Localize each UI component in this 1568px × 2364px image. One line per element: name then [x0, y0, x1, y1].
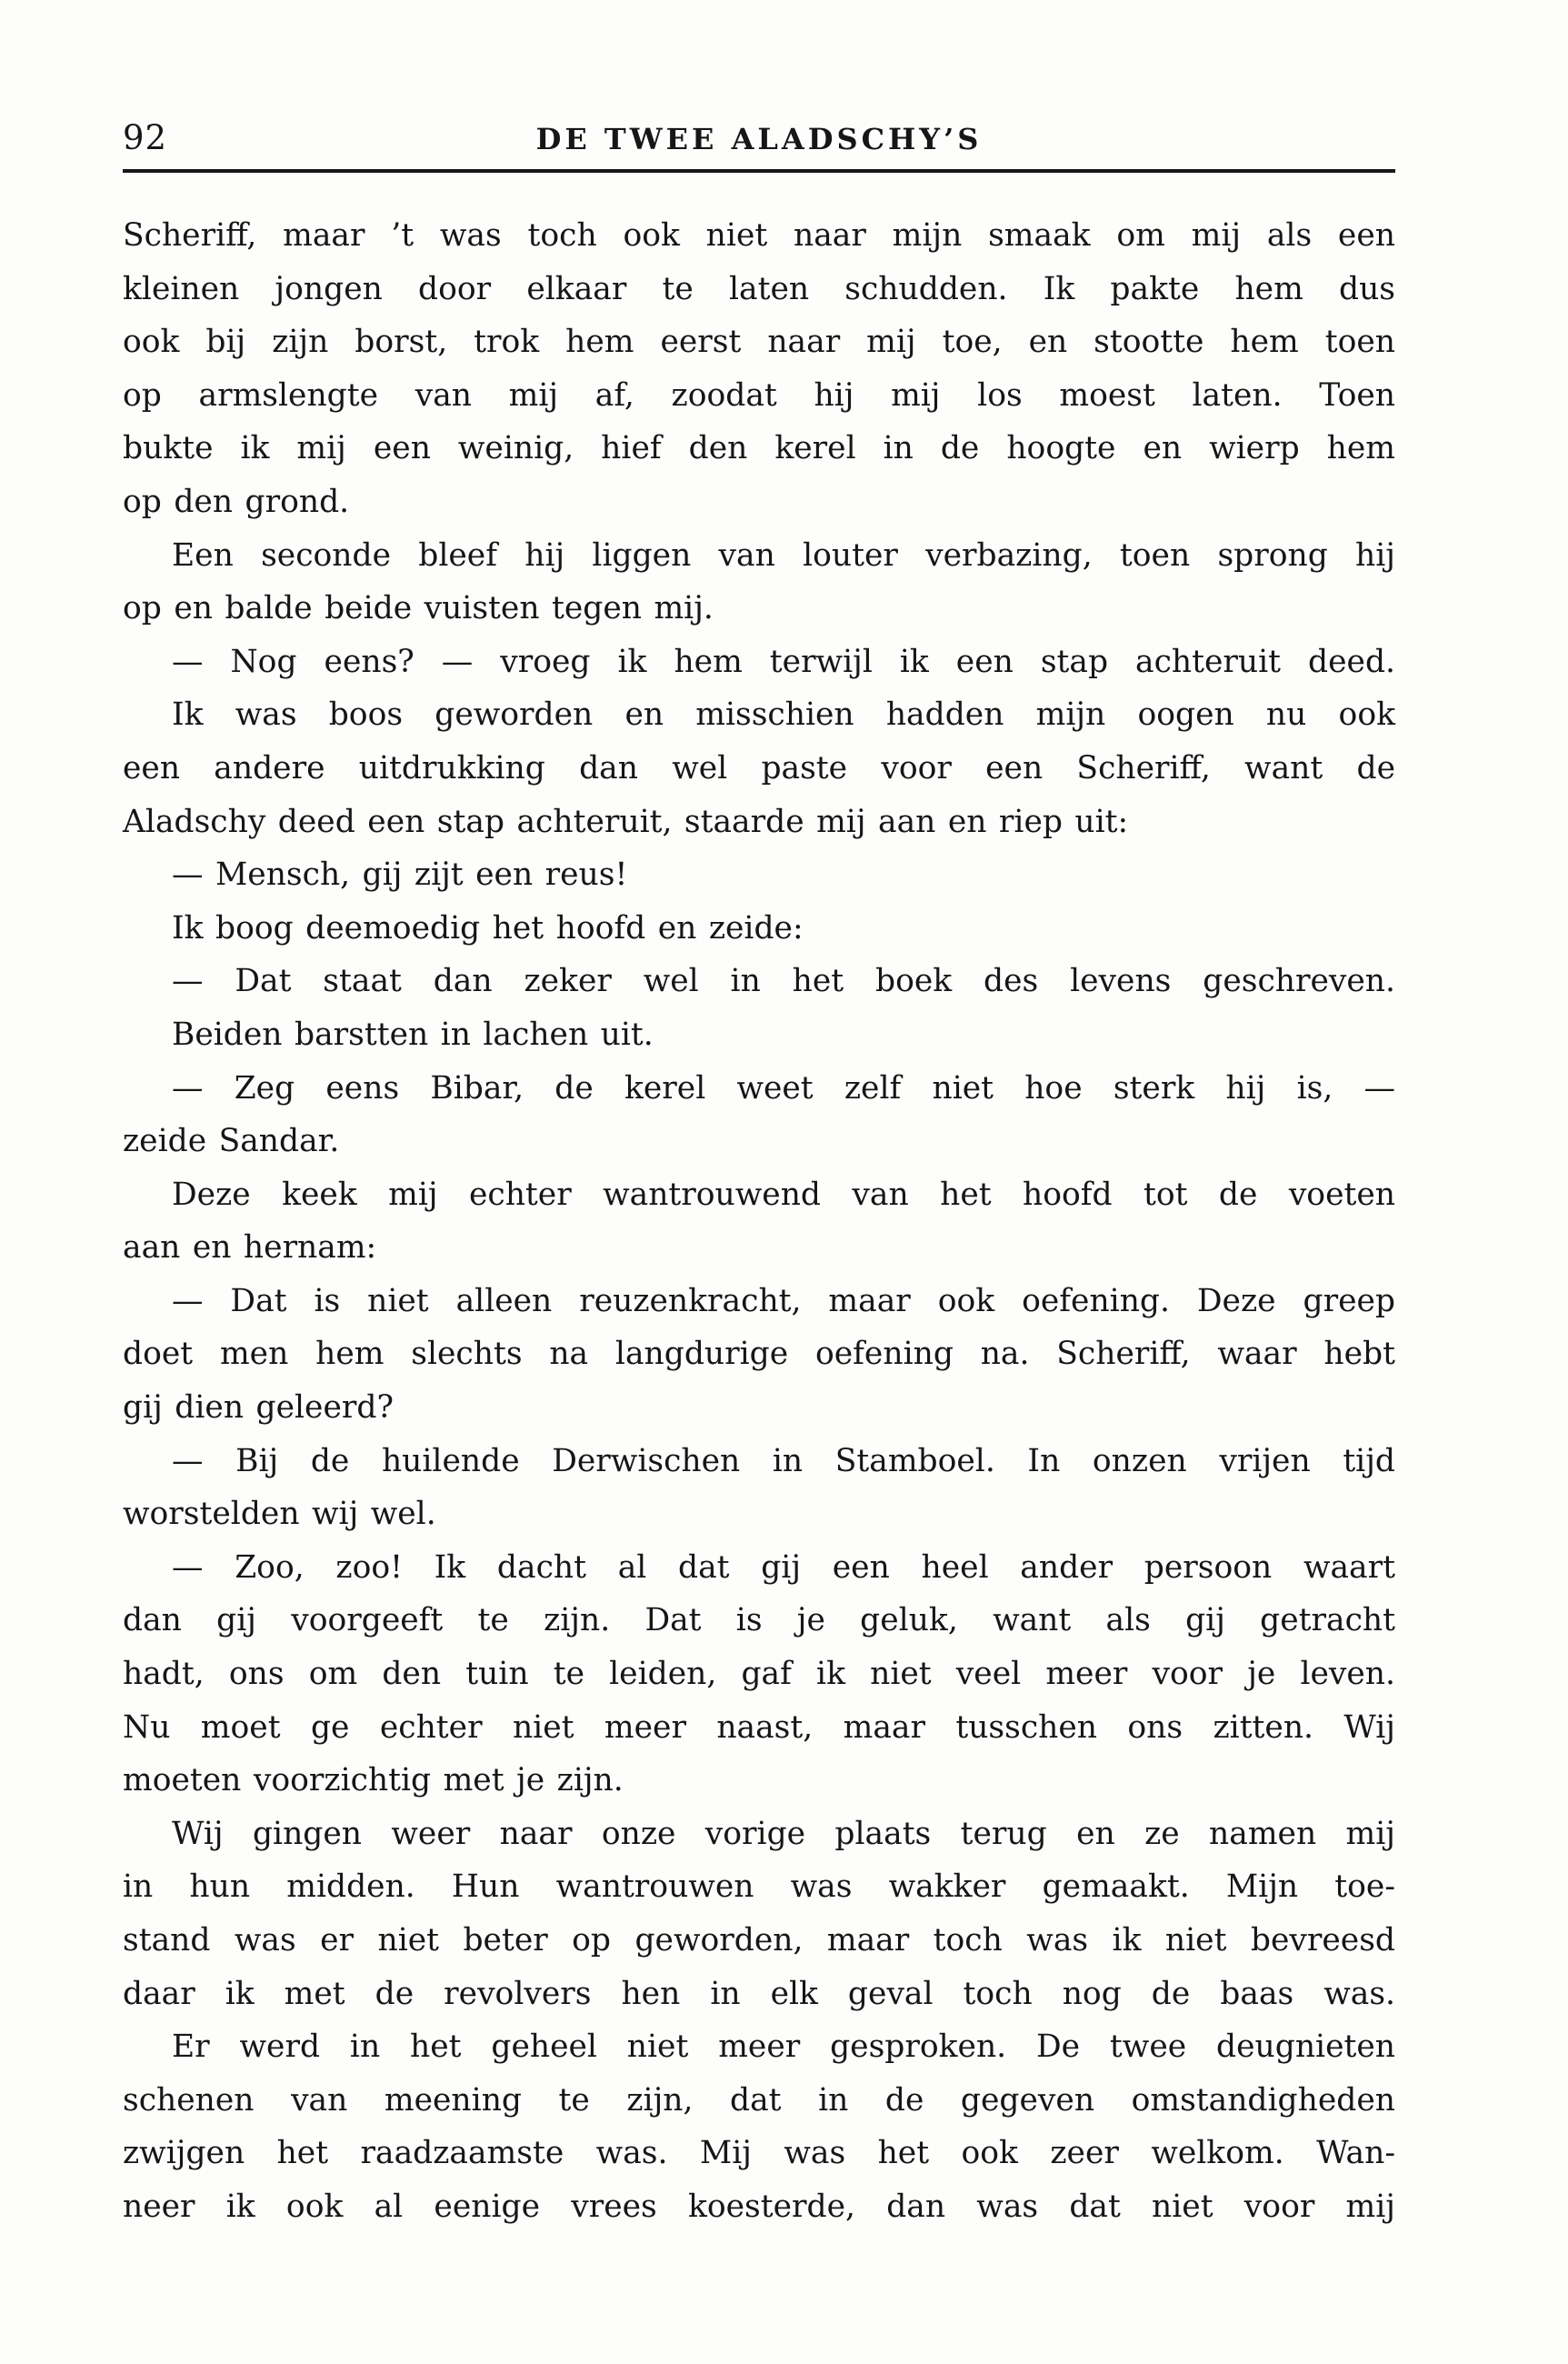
text-line: op armslengte van mij af, zoodat hij mij los moest laten. Toen: [123, 376, 1395, 414]
text-line: — Dat is niet alleen reuzenkracht, maar ook oefening. Deze greep: [172, 1282, 1395, 1319]
text-block: [123, 209, 1395, 2234]
text-line: — Bij de huilende Derwischen in Stamboel. In onzen vrijen tijd: [172, 1442, 1395, 1479]
text-line: kleinen jongen door elkaar te laten schudden. Ik pakte hem dus: [123, 270, 1395, 307]
text-line: een andere uitdrukking dan wel paste voor een Scheriff, want de: [123, 749, 1395, 786]
text-line: neer ik ook al eenige vrees koesterde, dan was dat niet voor mij: [123, 2188, 1395, 2225]
text-line: — Mensch, gij zijt een reus!: [172, 856, 628, 894]
text-line: Er werd in het geheel niet meer gesproken. De twee deugnieten: [172, 2028, 1395, 2066]
text-line: hadt, ons om den tuin te leiden, gaf ik niet veel meer voor je leven.: [123, 1656, 1395, 1693]
header-rule: [123, 169, 1395, 173]
text-line: schenen van meening te zijn, dat in de gegeven omstandigheden: [123, 2081, 1395, 2119]
running-title: DE TWEE ALADSCHY’S: [535, 122, 983, 156]
text-line: daar ik met de revolvers hen in elk geval toch nog de baas was.: [123, 1975, 1395, 2012]
page-header: [123, 116, 1395, 169]
text-line: moeten voorzichtig met je zijn.: [123, 1762, 624, 1799]
text-line: Scheriff, maar ’t was toch ook niet naar mijn smaak om mij als een: [123, 217, 1395, 254]
text-line: Deze keek mij echter wantrouwend van het hoofd tot de voeten: [172, 1176, 1395, 1213]
page-number: 92: [123, 118, 168, 157]
text-line: zeide Sandar.: [123, 1123, 340, 1160]
text-line: stand was er niet beter op geworden, maar toch was ik niet bevreesd: [123, 1922, 1395, 1958]
text-line: ook bij zijn borst, trok hem eerst naar mij toe, en stootte hem toen: [123, 324, 1395, 361]
text-line: Beiden barstten in lachen uit.: [172, 1016, 654, 1053]
text-line: op en balde beide vuisten tegen mij.: [123, 590, 714, 627]
text-line: in hun midden. Hun wantrouwen was wakker gemaakt. Mijn toe-: [123, 1868, 1395, 1906]
text-line: — Dat staat dan zeker wel in het boek des levens geschreven.: [172, 963, 1395, 1000]
text-line: worstelden wij wel.: [123, 1496, 436, 1533]
text-line: — Zoo, zoo! Ik dacht al dat gij een heel ander persoon waart: [172, 1548, 1395, 1586]
text-line: bukte ik mij een weinig, hief den kerel in de hoogte en wierp hem: [123, 430, 1395, 467]
text-line: dan gij voorgeeft te zijn. Dat is je geluk, want als gij getracht: [123, 1602, 1395, 1639]
text-line: op den grond.: [123, 483, 350, 520]
text-line: — Nog eens? — vroeg ik hem terwijl ik een stap achteruit deed.: [172, 643, 1395, 680]
text-line: gij dien geleerd?: [123, 1389, 394, 1427]
text-line: aan en hernam:: [123, 1229, 377, 1267]
text-line: doet men hem slechts na langdurige oefening na. Scheriff, waar hebt: [123, 1336, 1395, 1373]
text-line: zwijgen het raadzaamste was. Mij was het ook zeer welkom. Wan-: [123, 2135, 1395, 2172]
text-line: — Zeg eens Bibar, de kerel weet zelf niet hoe sterk hij is, —: [172, 1069, 1395, 1107]
page-content: [123, 116, 1395, 2234]
text-line: Nu moet ge echter niet meer naast, maar tusschen ons zitten. Wij: [123, 1708, 1395, 1746]
text-line: Aladschy deed een stap achteruit, staarde mij aan en riep uit:: [123, 803, 1129, 840]
text-line: Een seconde bleef hij liggen van louter verbazing, toen sprong hij: [172, 536, 1395, 574]
text-line: Ik boog deemoedig het hoofd en zeide:: [172, 909, 804, 947]
text-line: Ik was boos geworden en misschien hadden mijn oogen nu ook: [172, 696, 1395, 734]
text-line: Wij gingen weer naar onze vorige plaats terug en ze namen mij: [172, 1815, 1395, 1852]
